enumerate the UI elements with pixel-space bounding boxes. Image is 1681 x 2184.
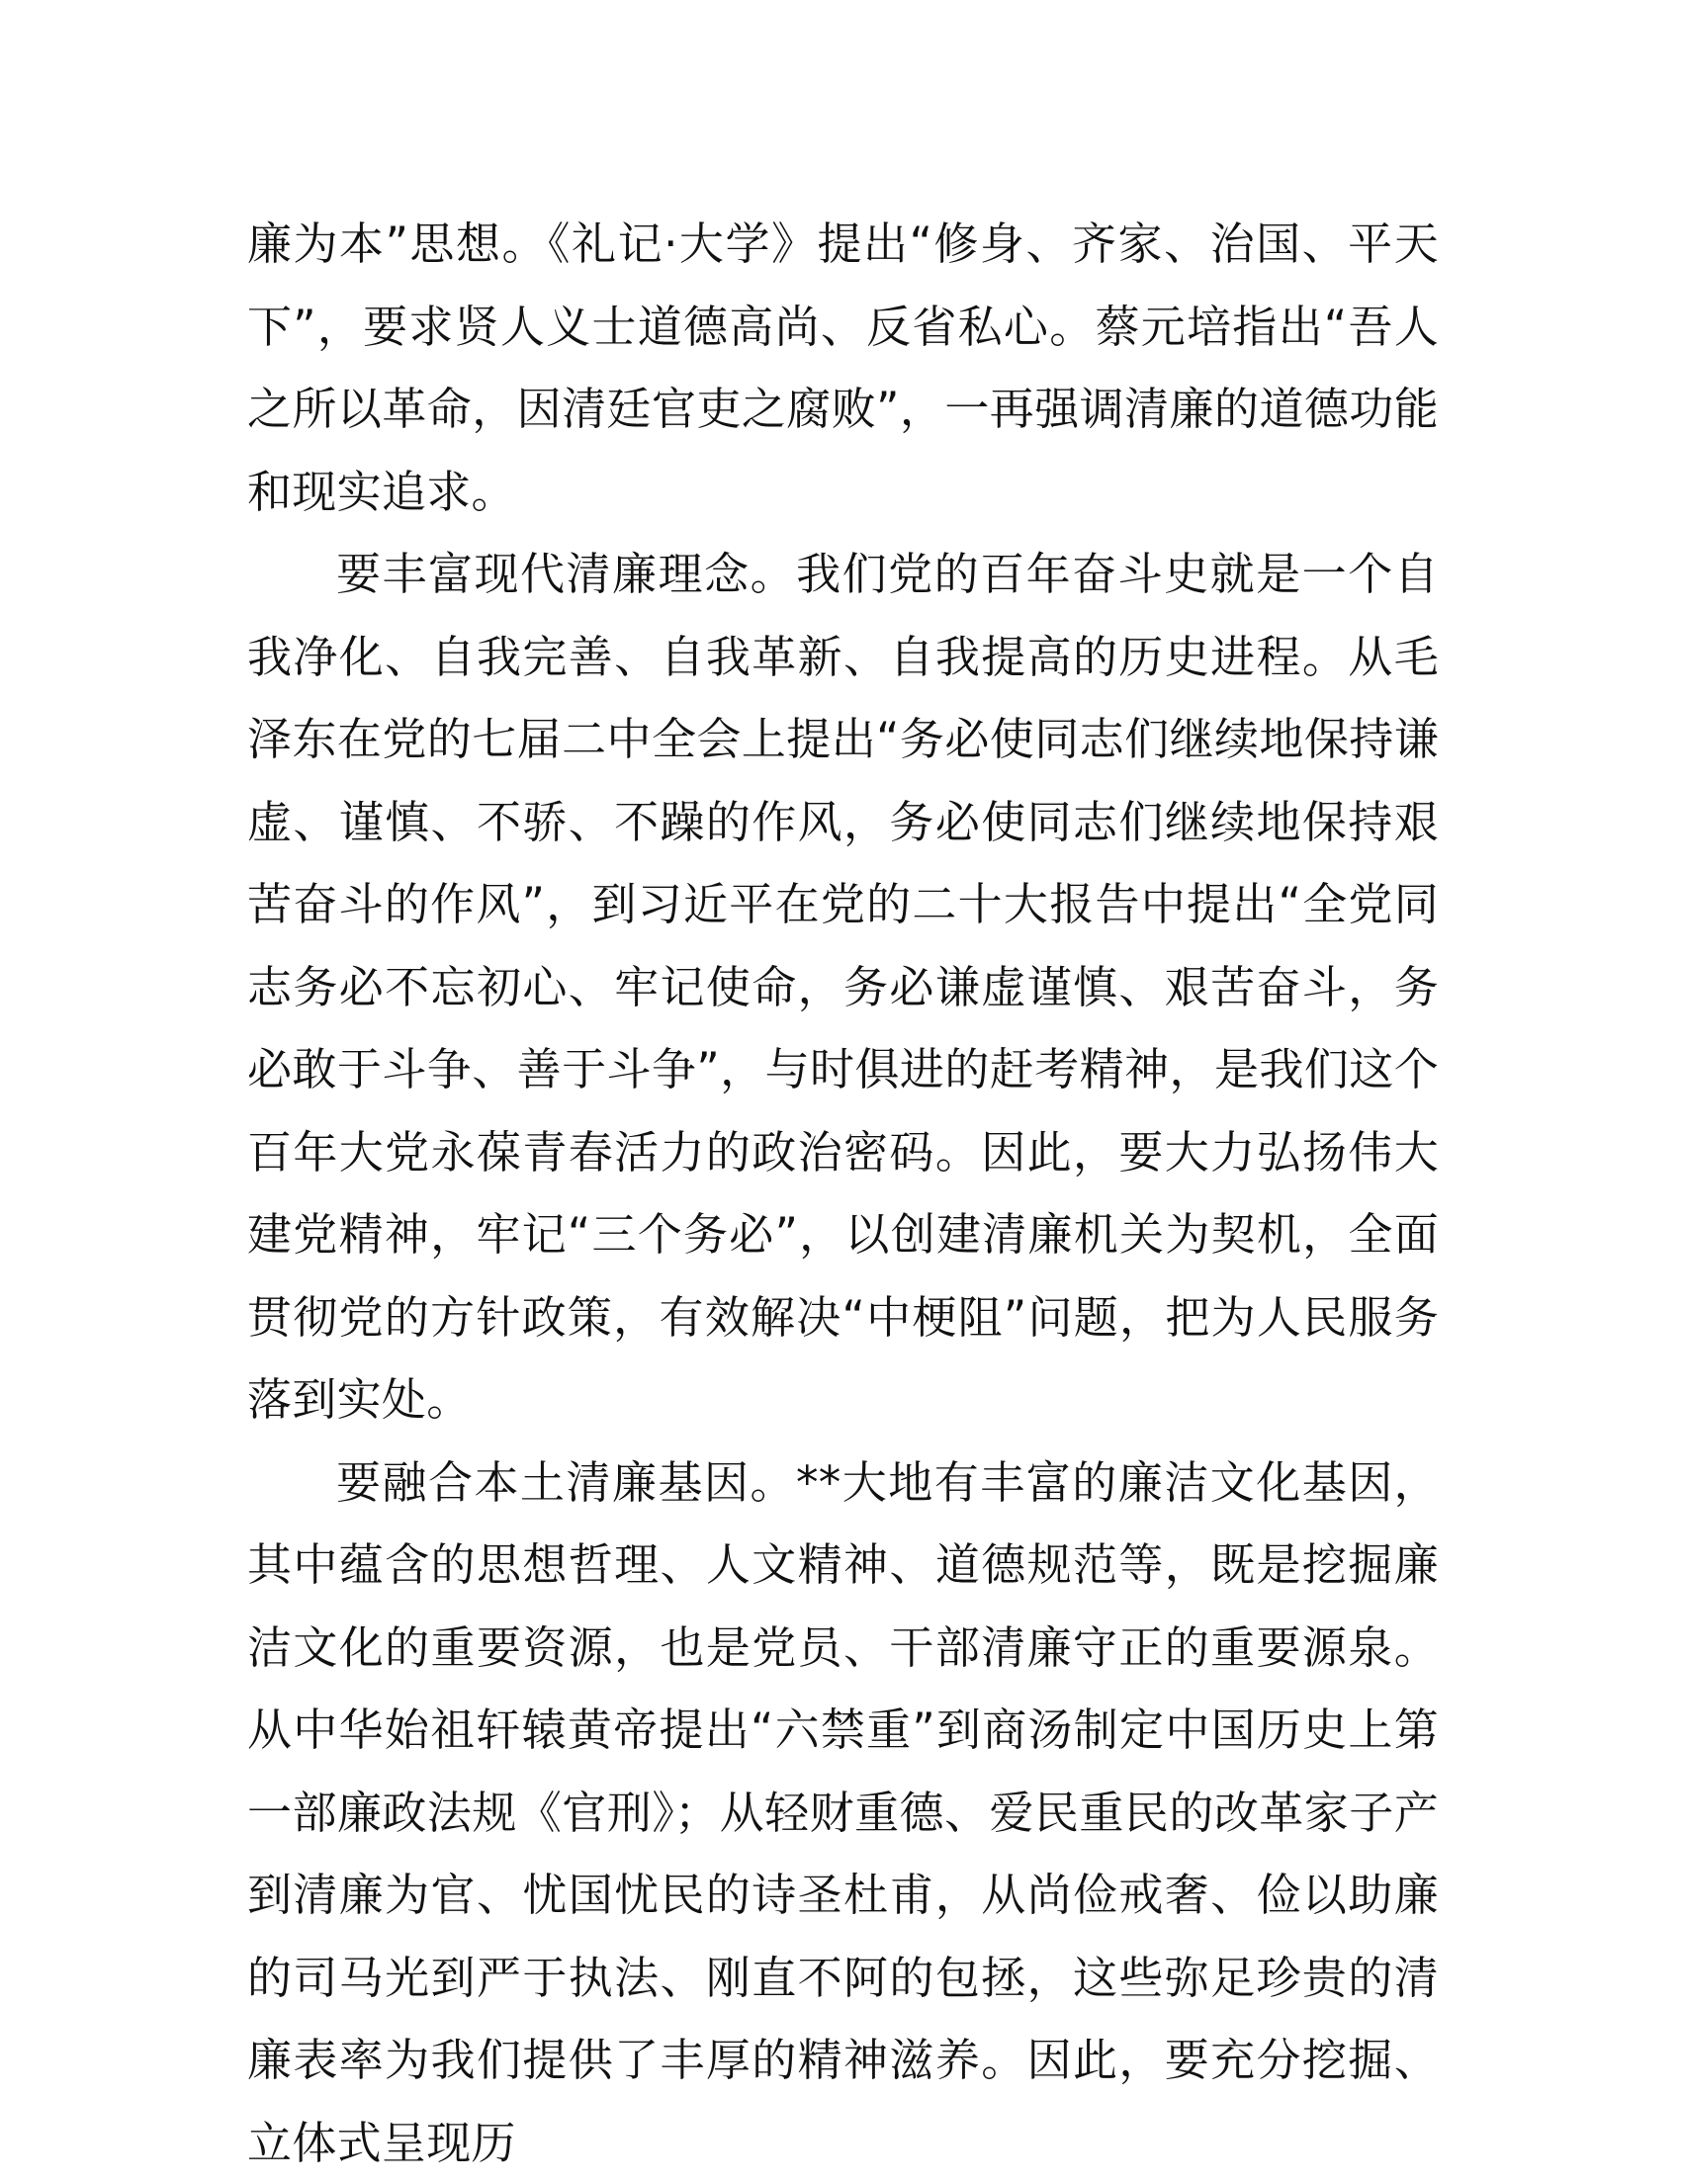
paragraph-2: 要丰富现代清廉理念。我们党的百年奋斗史就是一个自我净化、自我完善、自我革新、自我提高的历史进程。从毛泽东在党的七届二中全会上提出“务必使同志们继续地保持谦虚、谨慎、不骄、不躁的作风，务必使同志们继续地保持艰苦奋斗的作风”，到习近平在党的二十大报告中提出“全党同志务必不忘初心、牢记使命，务必谦虚谨慎、艰苦奋斗，务必敢于斗争、善于斗争”，与时俱进的赶考精神，是我们这个百年大党永葆青春活力的政治密码。因此，要大力弘扬伟大建党精神，牢记“三个务必”，以创建清廉机关为契机，全面贯彻党的方针政策，有效解决“中梗阻”问题，把为人民服务落到实处。: [247, 533, 1439, 1441]
document-body: [247, 203, 1439, 2184]
paragraph-3: 要融合本土清廉基因。**大地有丰富的廉洁文化基因，其中蕴含的思想哲理、人文精神、道德规范等，既是挖掘廉洁文化的重要资源，也是党员、干部清廉守正的重要源泉。从中华始祖轩辕黄帝提出“六禁重”到商汤制定中国历史上第一部廉政法规《官刑》；从轻财重德、爱民重民的改革家子产到清廉为官、忧国忧民的诗圣杜甫，从尚俭戒奢、俭以助廉的司马光到严于执法、刚直不阿的包拯，这些弥足珍贵的清廉表率为我们提供了丰厚的精神滋养。因此，要充分挖掘、立体式呈现历: [247, 1441, 1439, 2184]
paragraph-1: 廉为本”思想。《礼记·大学》提出“修身、齐家、治国、平天下”，要求贤人义士道德高尚、反省私心。蔡元培指出“吾人之所以革命，因清廷官吏之腐败”，一再强调清廉的道德功能和现实追求。: [247, 203, 1439, 533]
